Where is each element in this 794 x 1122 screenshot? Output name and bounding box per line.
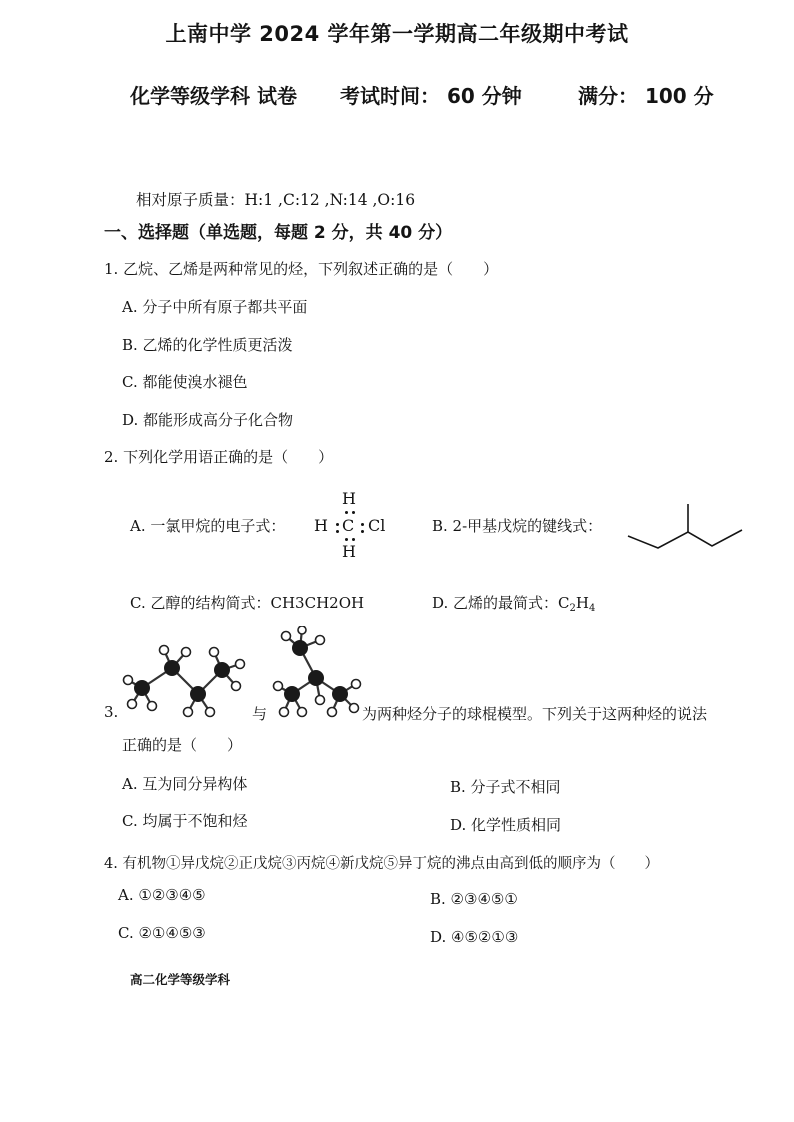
q2-option-a-label: A. 一氯甲烷的电子式： xyxy=(130,517,286,535)
q1-option-c: C. 都能使溴水褪色 xyxy=(122,373,248,391)
question-3-number: 3. xyxy=(104,703,119,721)
q4-option-c: C. ②①④⑤③ xyxy=(118,924,206,942)
q4-option-a: A. ①②③④⑤ xyxy=(118,886,206,904)
lewis-h-left: H xyxy=(314,516,328,535)
exam-title: 上南中学 2024 学年第一学期高二年级期中考试 xyxy=(165,22,629,46)
ethylene-formula-h: H xyxy=(575,594,589,612)
q3-option-d: D. 化学性质相同 xyxy=(450,816,562,834)
section-title: 一、选择题（单选题，每题 2 分，共 40 分） xyxy=(104,223,453,243)
q3-option-b: B. 分子式不相同 xyxy=(450,778,561,796)
ethylene-formula-sub-2: 2 xyxy=(569,603,576,614)
lewis-h-bottom: H xyxy=(342,542,356,561)
q2-option-b-label: B. 2-甲基戊烷的键线式： xyxy=(432,517,603,535)
q1-option-a: A. 分子中所有原子都共平面 xyxy=(122,298,308,316)
question-3-stem-tail: 为两种烃分子的球棍模型。下列关于这两种烃的说法 xyxy=(362,705,708,723)
question-3-connector: 与 xyxy=(252,705,268,723)
butane-ball-stick-model xyxy=(120,640,260,720)
isobutane-ball-stick-model xyxy=(272,626,364,720)
page-footer: 高二化学等级学科 xyxy=(130,972,231,987)
lewis-c: C xyxy=(342,516,355,535)
q2-option-d xyxy=(432,592,595,614)
question-4-stem: 4. 有机物①异戊烷②正戊烷③丙烷④新戊烷⑤异丁烷的沸点由高到低的顺序为（ ） xyxy=(104,856,659,872)
duration-label: 考试时间： 60 分钟 xyxy=(340,84,522,108)
2-methylpentane-skeletal-formula xyxy=(622,500,748,552)
lewis-h-top: H xyxy=(342,489,356,508)
q2-option-d-label: D. 乙烯的最简式： xyxy=(432,594,559,612)
q2-option-c-label: C. 乙醇的结构简式： xyxy=(130,594,271,612)
question-2-stem: 2. 下列化学用语正确的是（ ） xyxy=(104,448,334,466)
q1-option-d: D. 都能形成高分子化合物 xyxy=(122,411,294,429)
lewis-cl: Cl xyxy=(368,516,386,535)
chloromethane-lewis-structure xyxy=(310,487,400,567)
q4-option-d: D. ④⑤②①③ xyxy=(430,928,519,946)
question-1-stem: 1. 乙烷、乙烯是两种常见的烃，下列叙述正确的是（ ） xyxy=(104,260,499,278)
q3-option-c: C. 均属于不饱和烃 xyxy=(122,812,248,830)
full-score-label: 满分： 100 分 xyxy=(578,84,714,108)
ethylene-formula-sub-4: 4 xyxy=(588,603,596,614)
q2-option-c xyxy=(130,592,364,613)
q1-option-b: B. 乙烯的化学性质更活泼 xyxy=(122,336,293,354)
q3-option-a: A. 互为同分异构体 xyxy=(122,775,248,793)
question-3-stem-line2: 正确的是（ ） xyxy=(122,736,243,754)
ethanol-formula: CH3CH2OH xyxy=(270,594,365,612)
ethylene-formula-c: C xyxy=(558,594,570,612)
subject-label: 化学等级学科 试卷 xyxy=(130,84,297,108)
q4-option-b: B. ②③④⑤① xyxy=(430,890,518,908)
atomic-masses: 相对原子质量：H:1 ,C:12 ,N:14 ,O:16 xyxy=(136,191,416,209)
